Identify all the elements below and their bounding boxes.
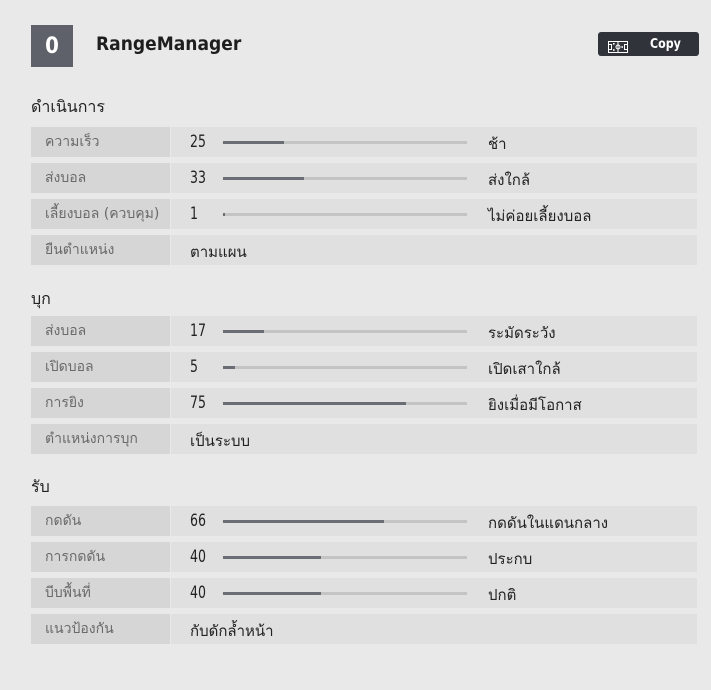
- setting-row-dribbling[interactable]: [31, 199, 697, 229]
- setting-slider-fill: [223, 213, 225, 216]
- setting-label: ตำแหน่งการบุก: [31, 424, 170, 454]
- setting-row-crossing[interactable]: [31, 352, 697, 382]
- setting-slider[interactable]: [223, 213, 467, 216]
- setting-slider[interactable]: [223, 556, 467, 559]
- section-title-operation: ดำเนินการ: [31, 97, 105, 116]
- setting-row-shooting[interactable]: [31, 388, 697, 418]
- setting-value: 40: [190, 583, 206, 603]
- setting-value: 75: [190, 393, 206, 413]
- setting-row-pressure[interactable]: [31, 506, 697, 536]
- setting-value: 17: [190, 321, 206, 341]
- setting-slider-fill: [223, 141, 284, 144]
- setting-row-defensive-line[interactable]: [31, 614, 697, 644]
- setting-row-positioning[interactable]: [31, 235, 697, 265]
- setting-slider[interactable]: [223, 366, 467, 369]
- setting-slider-fill: [223, 366, 235, 369]
- setting-row-speed[interactable]: [31, 127, 697, 157]
- setting-slider[interactable]: [223, 520, 467, 523]
- setting-label: ส่งบอล: [31, 316, 170, 346]
- setting-slider-fill: [223, 556, 321, 559]
- setting-slider-fill: [223, 592, 321, 595]
- setting-label: การกดดัน: [31, 542, 170, 572]
- setting-value: 25: [190, 132, 206, 152]
- setting-description: กดดันในแดนกลาง: [488, 514, 609, 532]
- setting-label: แนวป้องกัน: [31, 614, 170, 644]
- setting-value: 1: [190, 204, 198, 224]
- setting-description: ช้า: [488, 135, 507, 153]
- setting-label: เลี้ยงบอล (ควบคุม): [31, 199, 170, 229]
- setting-slider-fill: [223, 177, 304, 180]
- setting-label: การยิง: [31, 388, 170, 418]
- setting-description: ระมัดระวัง: [488, 324, 556, 342]
- setting-label: ยืนตำแหน่ง: [31, 235, 170, 265]
- section-title-attack: บุก: [31, 289, 51, 308]
- setting-label: ส่งบอล: [31, 163, 170, 193]
- setting-row-attack-positioning[interactable]: [31, 424, 697, 454]
- setting-slider[interactable]: [223, 592, 467, 595]
- copy-button[interactable]: [598, 32, 699, 56]
- setting-slider-fill: [223, 330, 264, 333]
- setting-slider[interactable]: [223, 177, 467, 180]
- setting-row-attack-passing[interactable]: [31, 316, 697, 346]
- setting-option: กับดักล้ำหน้า: [190, 622, 274, 640]
- setting-slider[interactable]: [223, 330, 467, 333]
- setting-description: ส่งใกล้: [488, 171, 531, 189]
- setting-row-team-width[interactable]: [31, 578, 697, 608]
- setting-option: เป็นระบบ: [190, 432, 251, 450]
- setting-option: ตามแผน: [190, 243, 247, 261]
- setting-slider[interactable]: [223, 402, 467, 405]
- setting-description: ปกติ: [488, 586, 517, 604]
- setting-value: 5: [190, 357, 198, 377]
- setting-description: ประกบ: [488, 550, 533, 568]
- copy-button-label: Copy: [650, 36, 681, 52]
- setting-slider[interactable]: [223, 141, 467, 144]
- page-title: RangeManager: [96, 33, 242, 55]
- formation-board-icon: [608, 38, 628, 50]
- setting-label: เปิดบอล: [31, 352, 170, 382]
- setting-value: 40: [190, 547, 206, 567]
- team-badge: 0: [31, 25, 73, 67]
- setting-description: เปิดเสาใกล้: [488, 360, 561, 378]
- setting-row-passing[interactable]: [31, 163, 697, 193]
- setting-value: 33: [190, 168, 206, 188]
- setting-label: บีบพื้นที่: [31, 578, 170, 608]
- setting-slider-fill: [223, 520, 384, 523]
- setting-value: 66: [190, 511, 206, 531]
- setting-description: ยิงเมื่อมีโอกาส: [488, 396, 582, 414]
- setting-row-aggression[interactable]: [31, 542, 697, 572]
- header: [31, 25, 699, 67]
- section-title-defense: รับ: [31, 477, 50, 496]
- setting-label: กดดัน: [31, 506, 170, 536]
- setting-label: ความเร็ว: [31, 127, 170, 157]
- setting-slider-fill: [223, 402, 406, 405]
- setting-description: ไม่ค่อยเลี้ยงบอล: [488, 207, 592, 225]
